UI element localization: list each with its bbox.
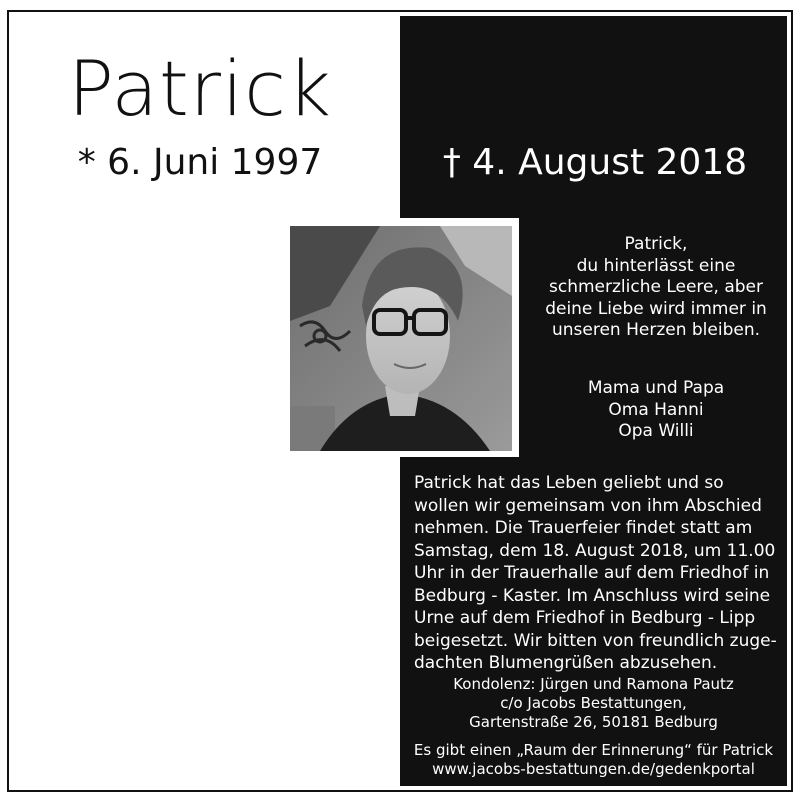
farewell-message [525,234,787,342]
deceased-name: Patrick [68,44,332,133]
message-line: du hinterlässt eine [576,255,736,276]
funeral-info [414,472,784,675]
portrait-photo [290,226,512,451]
info-line: Uhr in der Trauerhalle auf dem Friedhof in [414,563,770,583]
condolence-line: Gartenstraße 26, 50181 Bedburg [469,713,718,731]
family-line: Oma Hanni [608,399,704,420]
info-line: wollen wir gemeinsam von ihm Abschied [414,495,762,516]
message-line: Patrick, [624,234,688,254]
message-line: deine Liebe wird immer in [545,298,767,319]
message-line: schmerzliche Leere, aber [549,277,763,297]
info-line: Patrick hat das Leben geliebt und so [414,473,724,493]
condolence-line: c/o Jacobs Bestattungen, [500,694,687,712]
info-line: nehmen. Die Trauerfeier findet statt am [414,518,753,538]
condolence-address [400,675,787,732]
condolence-line: Kondolenz: Jürgen und Ramona Pautz [453,675,734,693]
info-line: beigesetzt. Wir bitten von freundlich zuge- [414,630,777,651]
portal-line: Es gibt einen „Raum der Erinnerung“ für Patrick [413,741,774,759]
family-line: Mama und Papa [587,378,725,398]
death-date: † 4. August 2018 [442,142,748,183]
family-line: Opa Willi [618,421,694,441]
birth-date: * 6. Juni 1997 [77,142,323,183]
family-names [525,378,787,443]
message-line: unseren Herzen bleiben. [551,320,761,340]
info-line: Samstag, dem 18. August 2018, um 11.00 [414,540,776,561]
portal-url: www.jacobs-bestattungen.de/gedenkportal [432,760,755,778]
memorial-portal [400,741,787,779]
info-line: Urne auf dem Friedhof in Bedburg - Lipp [414,608,756,628]
info-line: Bedburg - Kaster. Im Anschluss wird seine [414,585,771,606]
info-line: dachten Blumengrüßen abzusehen. [414,653,718,673]
